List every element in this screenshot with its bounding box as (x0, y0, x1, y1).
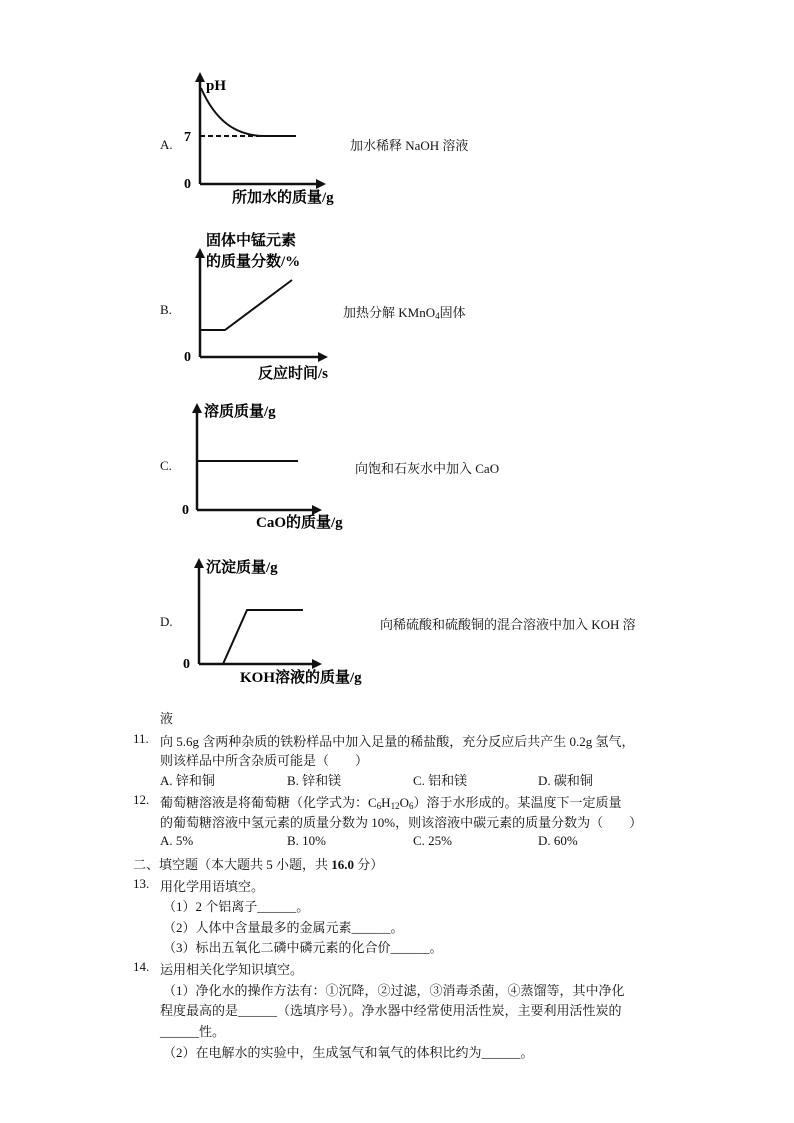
graph-b-caption: 加热分解 KMnO$_4$固体 (343, 305, 466, 321)
graph-b-origin: 0 (184, 350, 191, 365)
q12-option-d: D. 60% (538, 833, 578, 848)
graph-a-curve (201, 88, 296, 136)
option-letter-d: D. (160, 614, 173, 629)
option-letter-c: C. (160, 458, 172, 473)
graph-a-origin: 0 (184, 177, 191, 192)
graph-b-y-arrow (195, 248, 205, 258)
graph-d-line (223, 610, 303, 664)
graph-b (170, 228, 360, 388)
q11-option-d: D. 碳和铜 (538, 773, 593, 788)
q13-item-3: （3）标出五氧化二磷中磷元素的化合价______。 (163, 940, 443, 955)
graph-a-x-label: 所加水的质量/g (232, 190, 334, 206)
graph-d (170, 550, 380, 690)
graph-d-x-arrow (312, 659, 322, 669)
graph-c-y-arrow (192, 403, 202, 413)
q11-option-b: B. 锌和镁 (287, 773, 342, 788)
graph-a-y-arrow (195, 72, 205, 82)
q13-item-2: （2）人体中含量最多的金属元素______。 (163, 920, 404, 935)
graph-a-y-tick: 7 (184, 130, 191, 145)
graph-d-y-label: 沉淀质量/g (206, 560, 278, 576)
q12-line-2: 的葡萄糖溶液中氢元素的质量分数为 10%，则该溶液中碳元素的质量分数为（ ） (160, 815, 643, 830)
graph-d-x-label: KOH溶液的质量/g (240, 670, 362, 686)
graph-c-caption: 向饱和石灰水中加入 CaO (355, 461, 500, 476)
q13-title: 用化学用语填空。 (160, 879, 265, 894)
graph-c (170, 397, 360, 535)
graph-d-origin: 0 (183, 657, 190, 672)
graph-b-y-label-1: 固体中锰元素 (206, 233, 297, 249)
q12-option-c: C. 25% (413, 833, 452, 848)
q14-number: 14. (133, 959, 150, 974)
q11-line-2: 则该样品中所含杂质可能是（ ） (160, 753, 369, 768)
graph-d-caption: 向稀硫酸和硫酸铜的混合溶液中加入 KOH 溶 (380, 617, 636, 632)
q14-title: 运用相关化学知识填空。 (160, 962, 304, 977)
q14-line-2: 程度最高的是______（选填序号）。净水器中经常使用活性炭，主要利用活性炭的 (160, 1003, 622, 1018)
graph-d-caption-cont: 液 (160, 711, 174, 726)
graph-b-line (200, 280, 292, 330)
graph-d-y-arrow (194, 558, 204, 568)
graph-c-x-arrow (312, 505, 322, 515)
option-letter-a: A. (160, 137, 173, 152)
graph-b-x-arrow (318, 352, 328, 362)
q12-option-b: B. 10% (287, 833, 326, 848)
q12-number: 12. (133, 792, 150, 807)
q11-option-c: C. 铝和镁 (413, 773, 468, 788)
q13-number: 13. (133, 876, 150, 891)
q12-option-a: A. 5% (160, 833, 194, 848)
q14-line-3: ______性。 (160, 1024, 226, 1039)
graph-b-x-label: 反应时间/s (258, 366, 329, 382)
graph-c-y-label: 溶质质量/g (204, 404, 276, 420)
graph-a (170, 70, 360, 210)
q14-line-4: （2）在电解水的实验中，生成氢气和氧气的体积比约为______。 (163, 1045, 534, 1060)
q11-line-1: 向 5.6g 含两种杂质的铁粉样品中加入足量的稀盐酸，充分反应后共产生 0.2g 氢气， (160, 734, 635, 749)
q13-item-1: （1）2 个铝离子______。 (163, 899, 310, 914)
graph-c-x-label: CaO的质量/g (256, 515, 343, 531)
graph-a-y-label: pH (206, 78, 227, 94)
q11-option-a: A. 锌和铜 (160, 773, 215, 788)
q11-number: 11. (133, 731, 149, 746)
q12-line-1: 葡萄糖溶液是将葡萄糖（化学式为：$C_6H_{12}O_6$）溶于水形成的。某温度下一定质量 (160, 795, 622, 811)
graph-a-caption: 加水稀释 NaOH 溶液 (350, 138, 469, 153)
graph-b-y-label-2: 的质量分数/% (206, 254, 301, 270)
graph-c-origin: 0 (182, 503, 189, 518)
q14-line-1: （1）净化水的操作方法有：①沉降，②过滤，③消毒杀菌，④蒸馏等，其中净化 (163, 983, 625, 998)
section-2-title: 二、填空题（本大题共 5 小题，共 16.0 分） (133, 857, 384, 872)
graph-a-x-arrow (316, 179, 326, 189)
option-letter-b: B. (160, 302, 172, 317)
